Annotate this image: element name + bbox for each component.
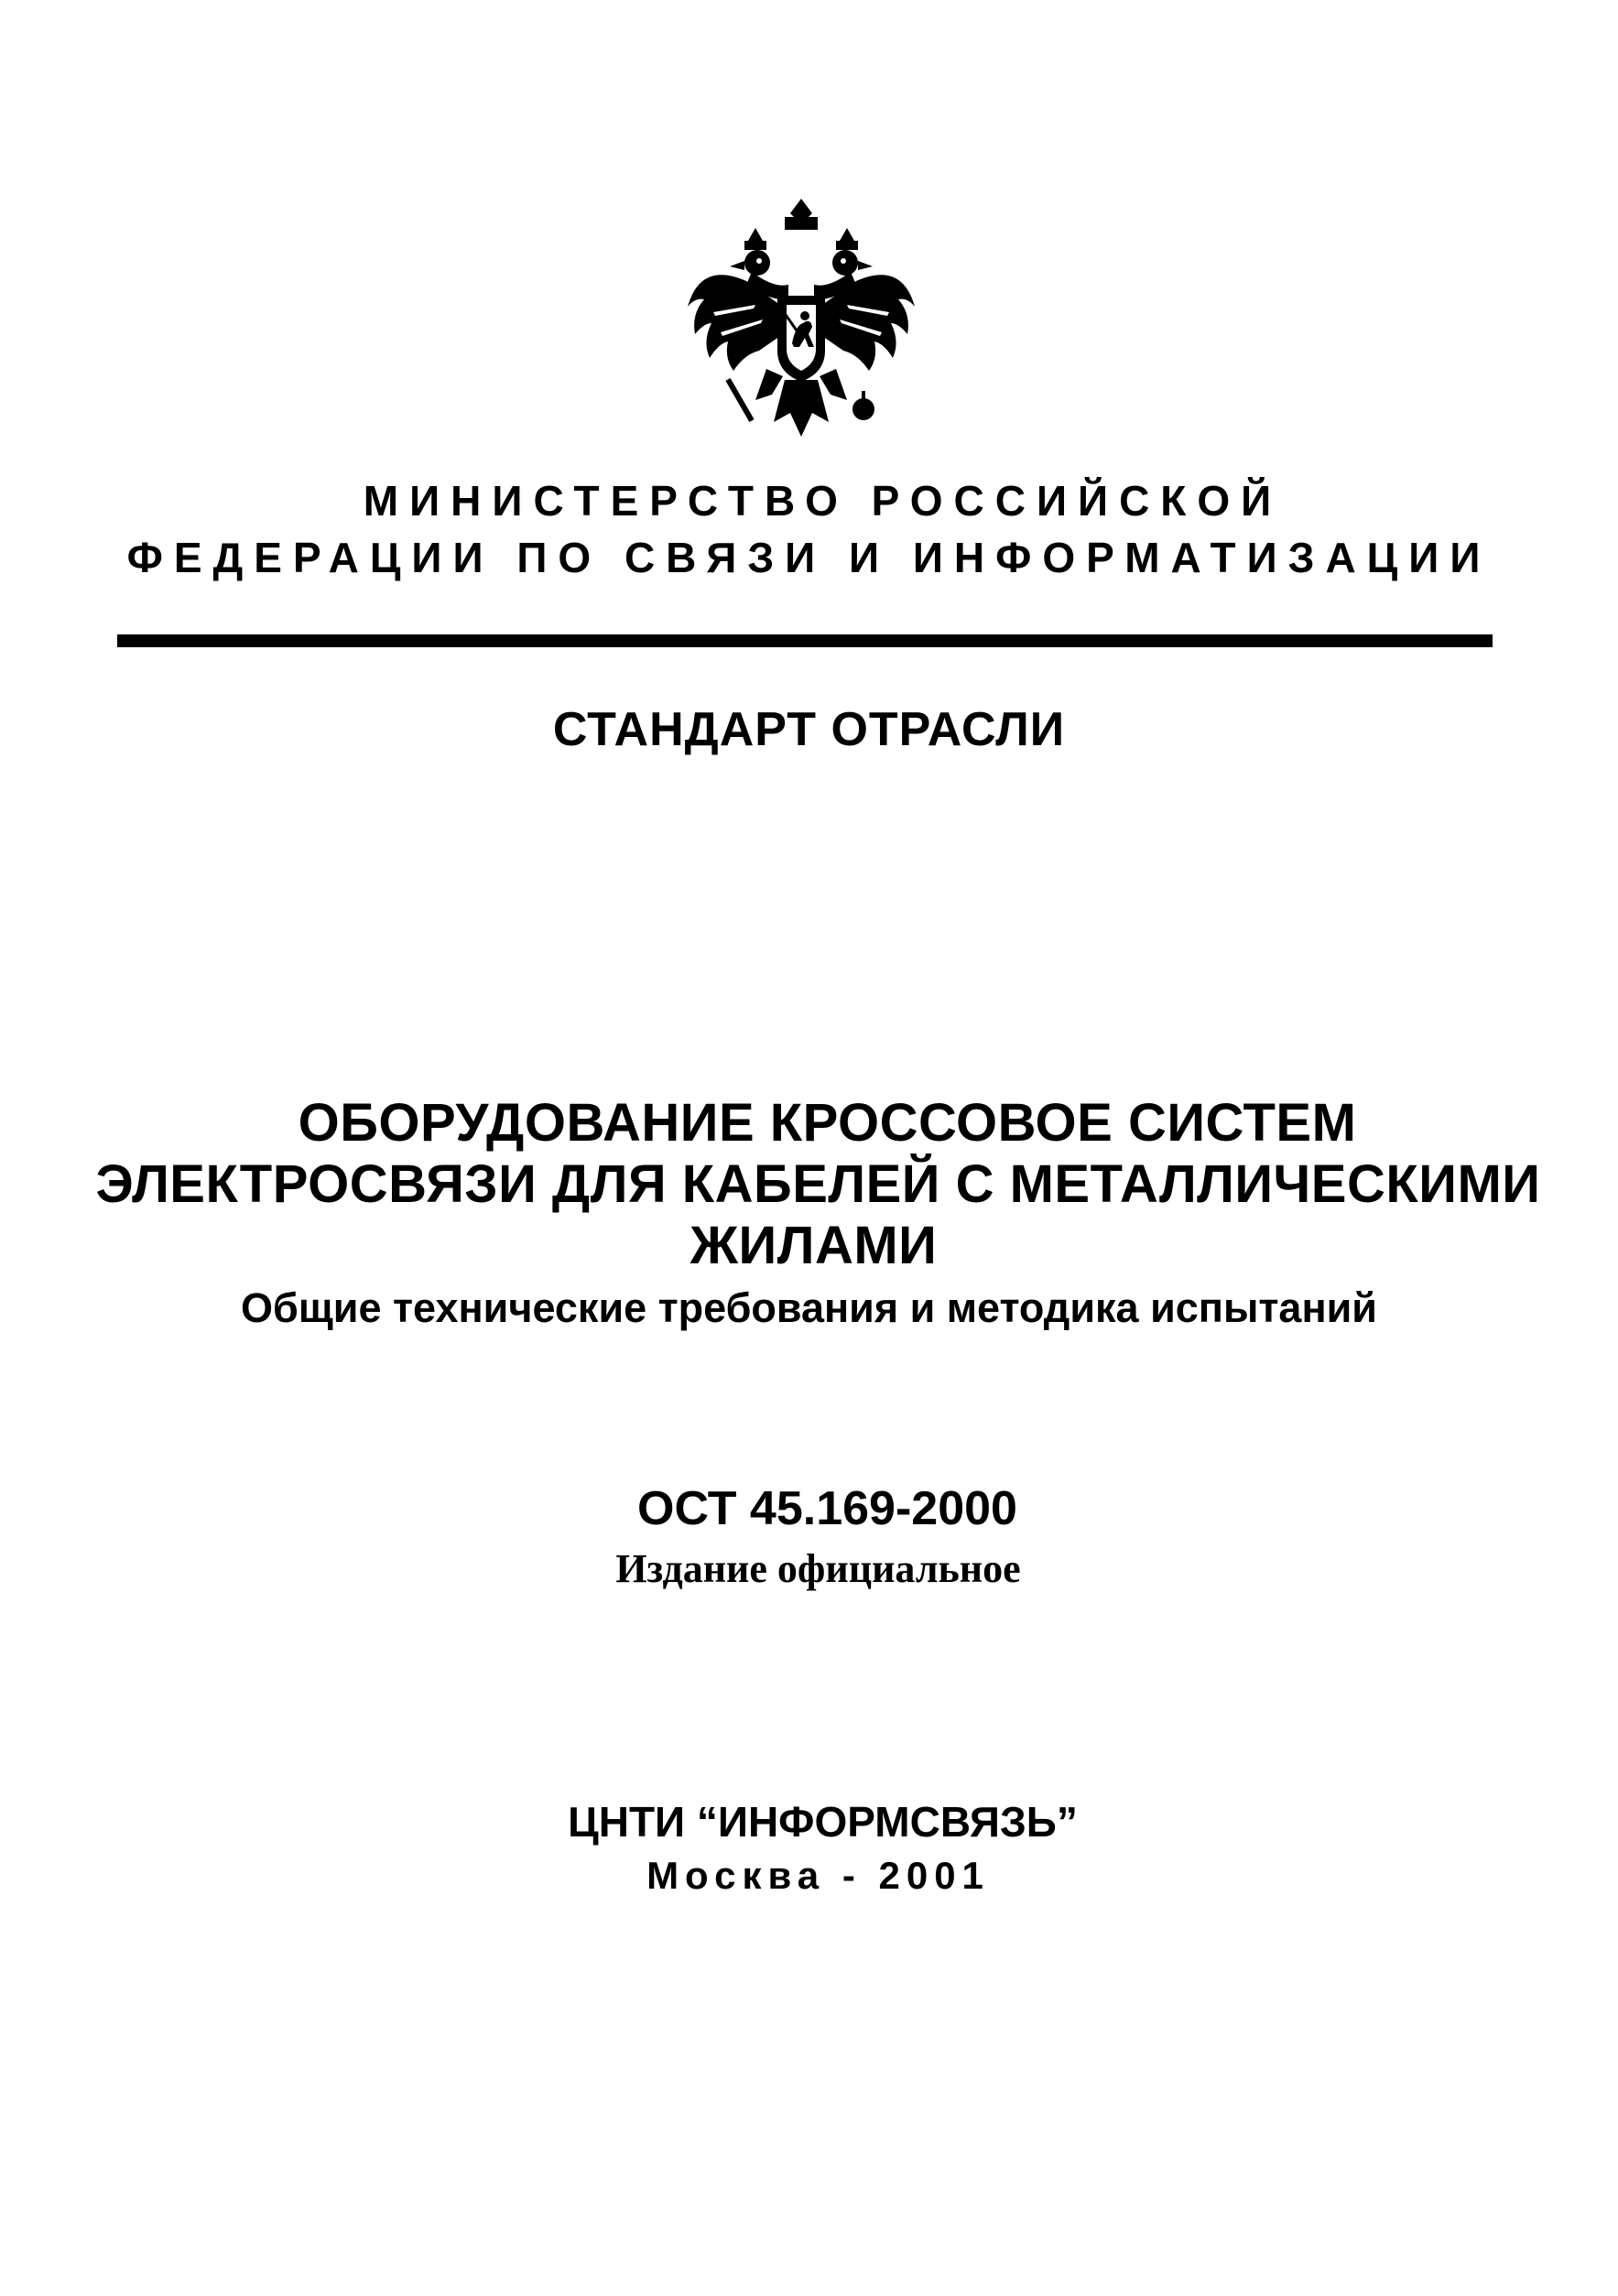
edition-label: Издание официальное [615, 1546, 1021, 1591]
publication-city-year: Москва - 2001 [646, 1854, 990, 1897]
ministry-name-line-1: МИНИСТЕРСТВО РОССИЙСКОЙ [363, 477, 1283, 525]
document-title-line-1: ОБОРУДОВАНИЕ КРОССОВОЕ СИСТЕМ [298, 1093, 1357, 1153]
standard-designation: ОСТ 45.169-2000 [637, 1482, 1017, 1535]
document-subtitle: Общие технические требования и методика испытаний [241, 1284, 1377, 1331]
ministry-name-line-2: ФЕДЕРАЦИИ ПО СВЯЗИ И ИНФОРМАТИЗАЦИИ [126, 534, 1492, 581]
double-headed-eagle-emblem-icon [682, 197, 920, 458]
document-title-line-3: ЖИЛАМИ [690, 1216, 938, 1275]
standard-type: СТАНДАРТ ОТРАСЛИ [552, 703, 1066, 756]
publisher-name: ЦНТИ “ИНФОРМСВЯЗЬ” [568, 1798, 1078, 1846]
document-title-line-2: ЭЛЕКТРОСВЯЗИ ДЛЯ КАБЕЛЕЙ С МЕТАЛЛИЧЕСКИМИ [95, 1154, 1541, 1214]
header-divider [117, 634, 1493, 647]
